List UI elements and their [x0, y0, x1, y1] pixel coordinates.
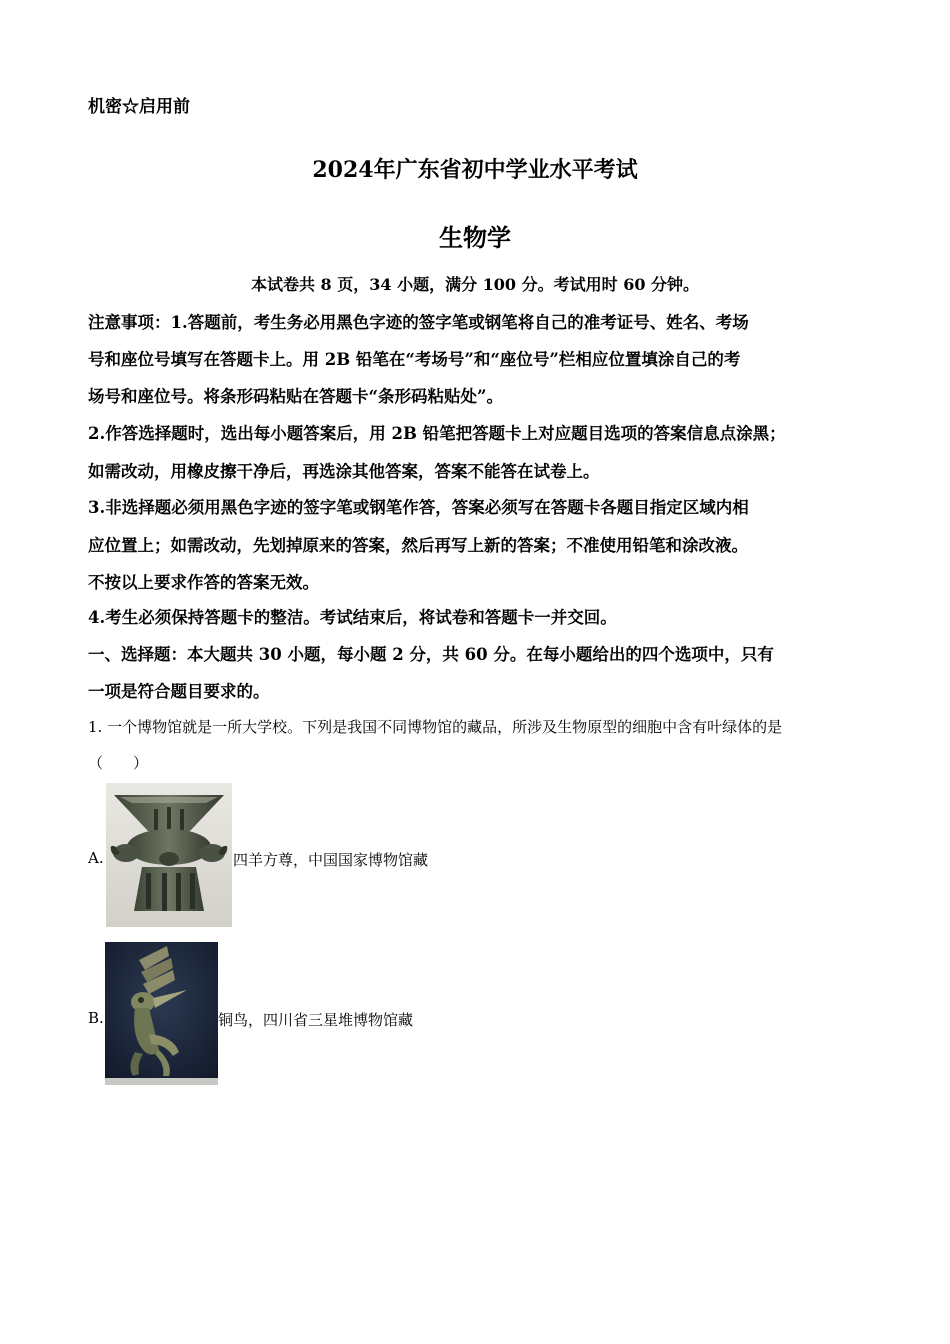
section-heading: 一、选择题：本大题共 30 小题，每小题 2 分，共 60 分。在每小题给出的四个选项中，只有 [88, 645, 774, 664]
notes-line: 注意事项：1.答题前，考生务必用黑色字迹的签字笔或钢笔将自己的准考证号、姓名、考场 [88, 313, 749, 332]
notes-line: 不按以上要求作答的答案无效。 [88, 573, 319, 592]
exam-info: 本试卷共 8 页，34 小题，满分 100 分。考试用时 60 分钟。 [250, 275, 700, 294]
option-b-label: B. [88, 1009, 104, 1027]
notes-line: 场号和座位号。将条形码粘贴在答题卡“条形码粘贴处”。 [88, 387, 503, 406]
option-b-caption: 铜鸟，四川省三星堆博物馆藏 [218, 1011, 414, 1029]
subject-title: 生物学 [439, 223, 511, 252]
notes-line: 3.非选择题必须用黑色字迹的签字笔或钢笔作答，答案必须写在答题卡各题目指定区域内相 [88, 498, 749, 517]
question-stem: 1. 一个博物馆就是一所大学校。下列是我国不同博物馆的藏品，所涉及生物原型的细胞中含有叶绿体的是 [88, 718, 783, 736]
confidential-label: 机密☆启用前 [88, 97, 190, 117]
answer-blank: （ ） [88, 754, 149, 772]
notes-line: 号和座位号填写在答题卡上。用 2B 铅笔在“考场号”和“座位号”栏相应位置填涂自己的考 [88, 350, 741, 369]
section-heading: 一项是符合题目要求的。 [88, 682, 270, 701]
notes-line: 如需改动，用橡皮擦干净后，再选涂其他答案，答案不能答在试卷上。 [88, 462, 600, 481]
notes-line: 2.作答选择题时，选出每小题答案后，用 2B 铅笔把答题卡上对应题目选项的答案信息点涂黑； [88, 424, 786, 443]
bronze-vessel-image [106, 783, 232, 927]
exam-title: 2024年广东省初中学业水平考试 [312, 157, 638, 183]
notes-line: 4.考生必须保持答题卡的整洁。考试结束后，将试卷和答题卡一并交回。 [88, 608, 617, 627]
option-a-caption: 四羊方尊，中国国家博物馆藏 [233, 851, 429, 869]
bronze-bird-image [105, 942, 218, 1085]
notes-line: 应位置上；如需改动，先划掉原来的答案，然后再写上新的答案；不准使用铅笔和涂改液。 [88, 536, 748, 555]
option-a-label: A. [88, 849, 104, 867]
